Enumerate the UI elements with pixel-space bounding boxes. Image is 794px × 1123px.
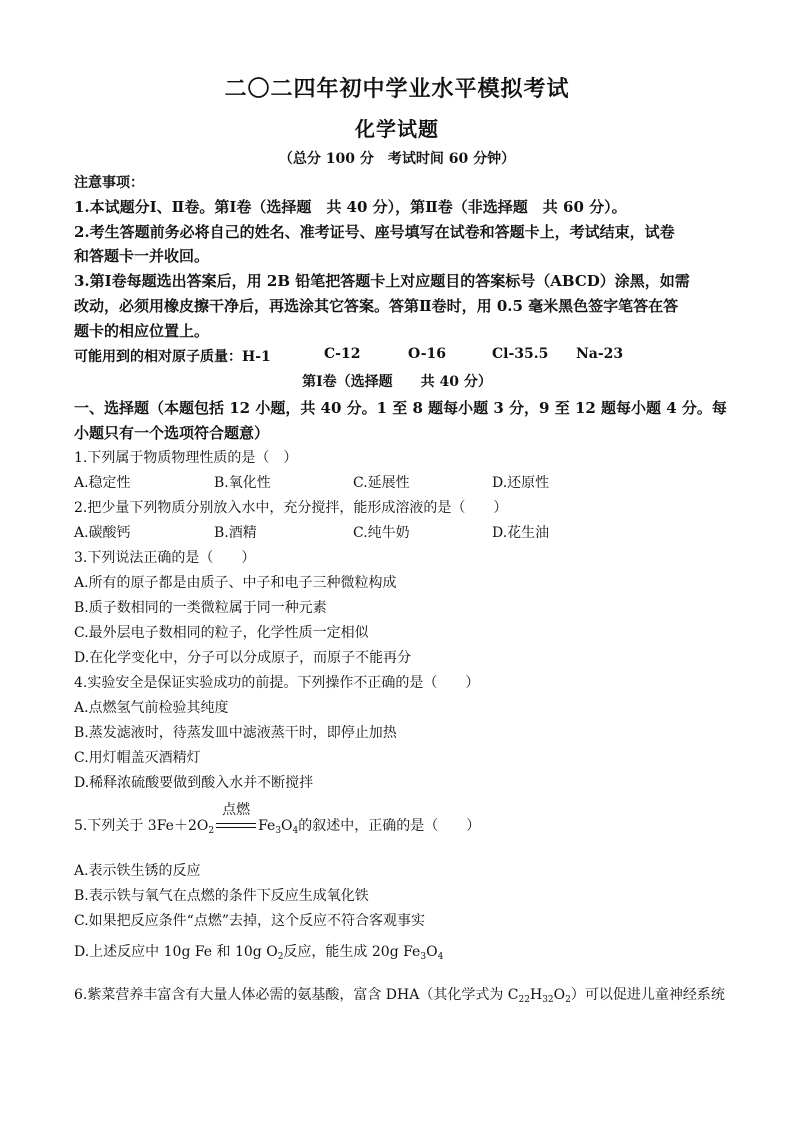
reaction-arrow	[216, 802, 256, 833]
q6-pre: 6.紫菜营养丰富含有大量人体必需的氨基酸，富含 DHA（其化学式为 C	[74, 987, 519, 1003]
q6-o-sub: 2	[565, 995, 571, 1005]
q5-option-c: C.如果把反应条件“点燃”去掉，这个反应不符合客观事实	[74, 913, 425, 929]
section-1-intro-b: 小题只有一个选项符合题意）	[74, 424, 270, 442]
q6-h: H	[529, 987, 543, 1003]
reaction-condition: 点燃	[222, 802, 251, 818]
q5-stem-post: 的叙述中，正确的是（ ）	[298, 818, 481, 834]
q5-o2-subscript: 2	[208, 826, 215, 836]
equals-bar-top	[216, 823, 256, 824]
q3-option-b: B.质子数相同的一类微粒属于同一种元素	[74, 600, 327, 616]
q6-o: O	[553, 987, 566, 1003]
q5-optd-mid: 反应，能生成 20g Fe	[283, 944, 421, 960]
question-1-stem: 1.下列属于物质物理性质的是（ ）	[74, 450, 298, 466]
q5-optd-pre: D.上述反应中 10g Fe 和 10g O	[74, 944, 278, 960]
mass-c: C-12	[324, 346, 361, 362]
q5-o4-subscript: 4	[292, 826, 299, 836]
mass-o: O-16	[408, 346, 447, 362]
q1-option-d: D.还原性	[492, 475, 550, 491]
q5-o: O	[281, 818, 293, 834]
part1-title: 第Ⅰ卷（选择题 共 40 分）	[302, 374, 492, 390]
q4-option-d: D.稀释浓硫酸要做到酸入水并不断搅拌	[74, 775, 314, 791]
q1-option-a: A.稳定性	[74, 475, 131, 491]
section-1-intro-a: 一、选择题（本题包括 12 小题，共 40 分。1 至 8 题每小题 3 分，9 至 12 题每小题 4 分。每	[74, 399, 727, 417]
q6-post: ）可以促进儿童神经系统	[570, 987, 725, 1003]
q5-optd-o: O	[426, 944, 438, 960]
q5-option-a: A.表示铁生锈的反应	[74, 863, 201, 879]
question-2-stem: 2.把少量下列物质分别放入水中，充分搅拌，能形成溶液的是（ ）	[74, 500, 508, 516]
q4-option-a: A.点燃氢气前检验其纯度	[74, 700, 229, 716]
masses-label: 可能用到的相对原子质量：H-1	[74, 349, 271, 365]
subject-title: 化学试题	[355, 117, 439, 141]
note-1: 1.本试题分Ⅰ、Ⅱ卷。第Ⅰ卷（选择题 共 40 分），第Ⅱ卷（非选择题 共 60 分）。	[74, 198, 627, 216]
mass-cl: Cl-35.5	[492, 346, 549, 362]
notes-heading: 注意事项：	[74, 175, 144, 191]
q3-option-c: C.最外层电子数相同的粒子，化学性质一定相似	[74, 625, 369, 641]
question-6-stem	[74, 984, 734, 1004]
exam-title: 二〇二四年初中学业水平模拟考试	[224, 76, 570, 102]
q4-option-c: C.用灯帽盖灭酒精灯	[74, 750, 201, 766]
note-2b: 和答题卡一并收回。	[74, 247, 210, 265]
q2-option-d: D.花生油	[492, 525, 550, 541]
question-4-stem: 4.实验安全是保证实验成功的前提。下列操作不正确的是（ ）	[74, 675, 480, 691]
q3-option-d: D.在化学变化中，分子可以分成原子，而原子不能再分	[74, 650, 412, 666]
note-3c: 题卡的相应位置上。	[74, 322, 210, 340]
question-5-stem	[74, 802, 724, 836]
q3-option-a: A.所有的原子都是由质子、中子和电子三种微粒构成	[74, 575, 397, 591]
q1-option-b: B.氧化性	[214, 475, 271, 491]
exam-info: （总分 100 分 考试时间 60 分钟）	[278, 151, 516, 167]
question-3-stem: 3.下列说法正确的是（ ）	[74, 550, 256, 566]
q6-c-sub: 22	[518, 995, 530, 1005]
q5-stem-pre: 5.下列关于 3Fe＋2O	[74, 818, 209, 834]
q5-option-d	[74, 941, 724, 961]
q2-option-a: A.碳酸钙	[74, 525, 131, 541]
q5-fe: Fe	[258, 818, 276, 834]
note-2a: 2.考生答题前务必将自己的姓名、准考证号、座号填写在试卷和答题卡上，考试结束，试卷	[74, 223, 675, 241]
equals-bar-bottom	[216, 827, 256, 828]
note-3a: 3.第Ⅰ卷每题选出答案后，用 2B 铅笔把答题卡上对应题目的答案标号（ABCD）涂黑，如需	[74, 272, 690, 290]
q5-optd-sub1: 2	[277, 952, 284, 962]
q4-option-b: B.蒸发滤液时，待蒸发皿中滤液蒸干时，即停止加热	[74, 725, 397, 741]
note-3b: 改动，必须用橡皮擦干净后，再选涂其它答案。答第Ⅱ卷时，用 0.5 毫米黑色签字笔答在答	[74, 297, 679, 315]
q5-option-b: B.表示铁与氧气在点燃的条件下反应生成氧化铁	[74, 888, 369, 904]
q1-option-c: C.延展性	[353, 475, 410, 491]
q2-option-c: C.纯牛奶	[353, 525, 410, 541]
q5-optd-sub3: 4	[437, 952, 444, 962]
q6-h-sub: 32	[542, 995, 554, 1005]
q5-fe-subscript: 3	[275, 826, 282, 836]
mass-na: Na-23	[576, 346, 624, 362]
q5-optd-sub2: 3	[420, 952, 427, 962]
q2-option-b: B.酒精	[214, 525, 257, 541]
